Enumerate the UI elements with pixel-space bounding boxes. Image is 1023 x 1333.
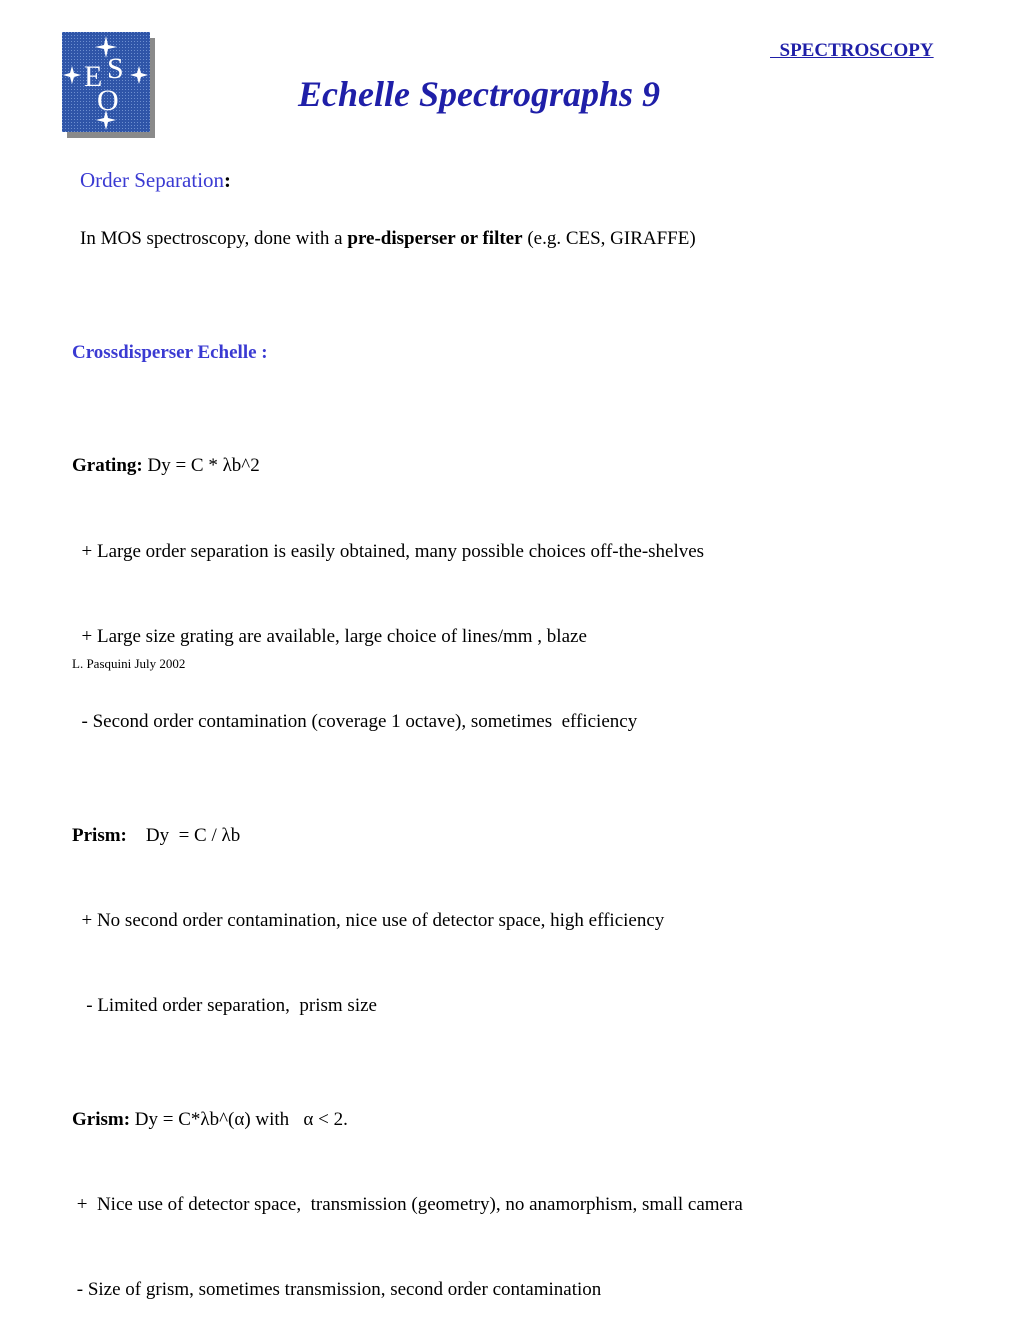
grism-label: Grism: xyxy=(72,1108,131,1130)
intro-line xyxy=(80,227,696,251)
prism-item: + No second order contamination, nice use of detector space, high efficiency xyxy=(72,909,665,931)
prism-item: - Limited order separation, prism size xyxy=(72,995,377,1017)
grism-item: + Nice use of detector space, transmission (geometry), no anamorphism, small camera xyxy=(72,1193,743,1215)
section-heading-colon: : xyxy=(224,168,232,192)
svg-text:E: E xyxy=(84,60,103,93)
crossdisperser-heading: Crossdisperser Echelle : xyxy=(72,341,268,363)
prism-line xyxy=(72,822,743,850)
grism-line xyxy=(72,1106,743,1134)
intro-prefix: In MOS spectroscopy, done with a xyxy=(80,228,348,249)
grating-item: - Second order contamination (coverage 1 octave), sometimes efficiency xyxy=(72,711,638,733)
prism-formula: Dy = C / λb xyxy=(126,824,241,846)
section-heading xyxy=(80,167,231,193)
svg-text:O: O xyxy=(97,84,119,117)
svg-text:S: S xyxy=(107,52,124,85)
grating-line xyxy=(72,452,743,480)
dispersion-list xyxy=(72,282,743,1333)
slide-title: Echelle Spectrographs 9 xyxy=(298,74,661,114)
grating-item: + Large order separation is easily obtained, many possible choices off-the-shelves xyxy=(72,540,705,562)
intro-suffix: (e.g. CES, GIRAFFE) xyxy=(522,228,696,249)
prism-label: Prism: xyxy=(72,824,127,846)
grating-label: Grating: xyxy=(72,455,143,477)
grism-item: - Size of grism, sometimes transmission, second order contamination xyxy=(72,1279,602,1301)
eso-logo xyxy=(62,32,158,142)
grating-formula: Dy = C * λb^2 xyxy=(142,455,260,477)
spectroscopy-link[interactable]: SPECTROSCOPY xyxy=(770,40,934,61)
intro-bold: pre-disperser or filter xyxy=(347,228,523,249)
grism-formula: Dy = C*λb^(α) with α < 2. xyxy=(130,1108,348,1130)
footer-author: L. Pasquini July 2002 xyxy=(72,656,186,671)
grating-item: + Large size grating are available, large choice of lines/mm , blaze xyxy=(72,625,587,647)
section-heading-text: Order Separation xyxy=(80,168,225,192)
